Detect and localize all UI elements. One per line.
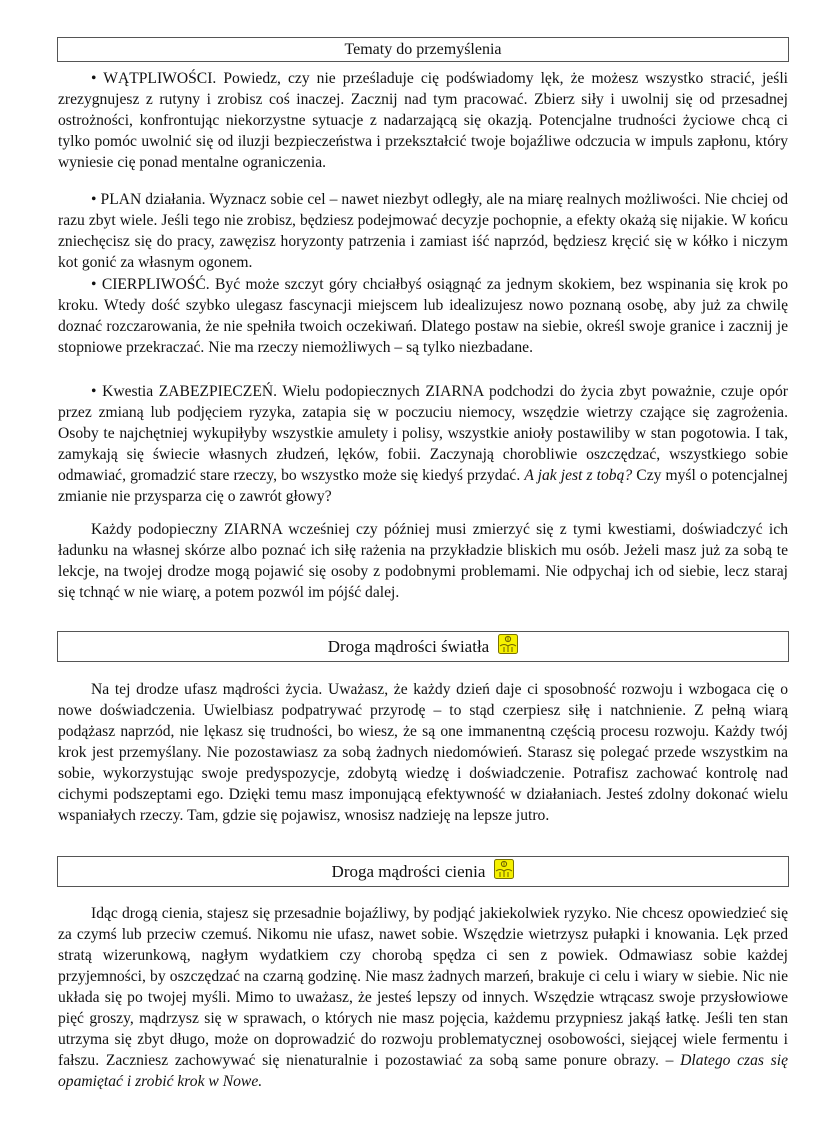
topic-paragraph-security bbox=[58, 381, 788, 507]
paragraph-text: WĄTPLIWOŚCI. Powiedz, czy nie prześladuje cię podświadomy lęk, że możesz wszystko stracić, jeśli zrezygnujesz z rutyny i zrobisz coś inaczej. Zacznij nad tym pracować. Zbierz siły i uwolnij się od przesadnej ostrożności, konfrontując niekorzystne sytuacje z nadarzającą się okazją. Potencjalne trudności życiowe chcą ci tylko pomóc uwolnić się od iluzji bezpieczeństwa i przekształcić twoje bojaźliwe odczucia w impuls zapłonu, który wyniesie cię ponad mentalne ograniczenia. bbox=[58, 70, 789, 171]
section-header-shadow bbox=[57, 856, 789, 887]
bullet: • bbox=[91, 191, 97, 208]
topic-paragraph-patience bbox=[58, 274, 788, 358]
paragraph-text: Na tej drodze ufasz mądrości życia. Uważasz, że każdy dzień daje ci sposobność rozwoju i wzbogaca cię o nowe doświadczenia. Uwielbiasz podpatrywać przyrodę – to stąd czerpiesz siłę i natchnienie. Z pełną wiarą podążasz naprzód, nie lękasz się trudności, bo wiesz, że są one immanentną częścią procesu rozwoju. Każdy twój krok jest przemyślany. Nie pozostawiasz za sobą żadnych niedomówień. Starasz się polegać przede wszystkim na sobie, wykorzystując swoje predyspozycje, zdobytą wiedzę i doświadczenie. Potrafisz zachować kontrolę nad cichymi podszeptami ego. Dzięki temu masz imponującą efektywność w działaniach. Jesteś zdolny dokonać wielu wspaniałych rzeczy. Tam, gdzie się pojawisz, wnosisz nadzieję na lepsze jutro. bbox=[58, 681, 788, 824]
paragraph-tail: Czy myśl o potencjalnej zmianie nie przysparza cię o zawrót głowy? bbox=[58, 467, 788, 505]
italic-conclusion: Dlatego czas się opamiętać i zrobić krok w Nowe. bbox=[58, 1052, 788, 1090]
paragraph-text: Kwestia ZABEZPIECZEŃ. Wielu podopiecznych ZIARNA podchodzi do życia zbyt poważnie, czuje opór przez zmianą lub podjęciem ryzyka, zatapia się w poczuciu niemocy, wszędzie wietrzy czające się zagrożenia. Osoby te najchętniej wykupiłyby wszystkie amulety i polisy, wszystkie anioły postawiliby w stan pogotowia. I tak, zamykają się świecie własnych złudzeń, lęków, fobii. Zaczynają chorobliwie oszczędzać, wszystkiego sobie odmawiać, gromadzić stare rzeczy, bo wszystko może się kiedyś przydać. bbox=[58, 383, 789, 484]
paragraph-text: CIERPLIWOŚĆ. Być może szczyt góry chciałbyś osiągnąć za jednym skokiem, bez wspinania się krok po kroku. Wtedy dość szybko ulegasz fascynacji miejscem lub idealizujesz nowo poznaną osobę, aby już za chwilę doznać rozczarowania, że nie spełniła twoich oczekiwań. Dlatego postaw na siebie, określ swoje granice i zacznij je stopniowe przekraczać. Nie ma rzeczy niemożliwych – są tylko niezbadane. bbox=[58, 276, 788, 356]
zodiac-symbol-icon bbox=[494, 859, 514, 879]
closing-paragraph bbox=[58, 519, 788, 603]
section-header-light bbox=[57, 631, 789, 662]
topic-paragraph-doubts bbox=[58, 68, 788, 173]
paragraph-text: Idąc drogą cienia, stajesz się przesadnie bojaźliwy, by podjąć jakiekolwiek ryzyko. Nie chcesz opowiedzieć się za czymś lub przeciw czemuś. Nikomu nie ufasz, nawet sobie. Wszędzie wietrzysz pułapki i knowania. Lęk przed stratą wizerunkową, nagłym wydatkiem czy chorobą spędza ci sen z powiek. Odmawiasz sobie każdej przyjemności, by oszczędzać na czarną godzinę. Nie masz żadnych marzeń, brakuje ci celu i wiary w siebie. Nic nie układa się po twojej myśli. Mimo to uważasz, że jesteś lepszy od innych. Wszędzie wtrącasz swoje przysłowiowe pięć groszy, mądrzysz się w sprawach, o których nie masz pojęcia, każdemu przypniesz jakąś łatkę. Jeśli ten stan utrzyma się zbyt długo, może on doprowadzić do rozwoju problematycznej osobowości, siejącej wiele fermentu i fałszu. Zaczniesz zachowywać się nienaturalnie i pozostawiać za sobą same ponure obrazy. – bbox=[58, 905, 788, 1069]
zodiac-symbol-icon bbox=[498, 634, 518, 654]
italic-question: A jak jest z tobą? bbox=[524, 467, 633, 484]
bullet: • bbox=[91, 383, 97, 400]
bullet: • bbox=[91, 276, 97, 293]
shadow-path-paragraph bbox=[58, 903, 788, 1092]
topic-paragraph-plan bbox=[58, 189, 788, 273]
section-title: Droga mądrości cienia bbox=[331, 861, 486, 881]
light-path-paragraph bbox=[58, 679, 788, 826]
section-header-topics bbox=[57, 37, 789, 62]
paragraph-text: Każdy podopieczny ZIARNA wcześniej czy później musi zmierzyć się z tymi kwestiami, doświadczyć ich ładunku na własnej skórze albo poznać ich siłę rażenia na przykładzie bliskich mu osób. Jeżeli masz już za sobą te lekcje, na twojej drodze mogą pojawić się osoby z podobnymi problemami. Nie odpychaj ich od siebie, lecz staraj się tchnąć w nie wiarę, a potem pozwól im pójść dalej. bbox=[58, 521, 788, 601]
bullet: • bbox=[91, 70, 97, 87]
section-title: Tematy do przemyślenia bbox=[344, 40, 502, 58]
paragraph-text: PLAN działania. Wyznacz sobie cel – nawet niezbyt odległy, ale na miarę realnych możliwości. Nie chciej od razu zbyt wiele. Jeśli tego nie zrobisz, będziesz podejmować decyzje pochopnie, a efekty okażą się nijakie. W końcu zniechęcisz się do pracy, zawęzisz horyzonty patrzenia i zamiast iść naprzód, będziesz kręcić się w kółko i niczym kot gonić za własnym ogonem. bbox=[58, 191, 788, 271]
section-title: Droga mądrości światła bbox=[327, 636, 490, 656]
